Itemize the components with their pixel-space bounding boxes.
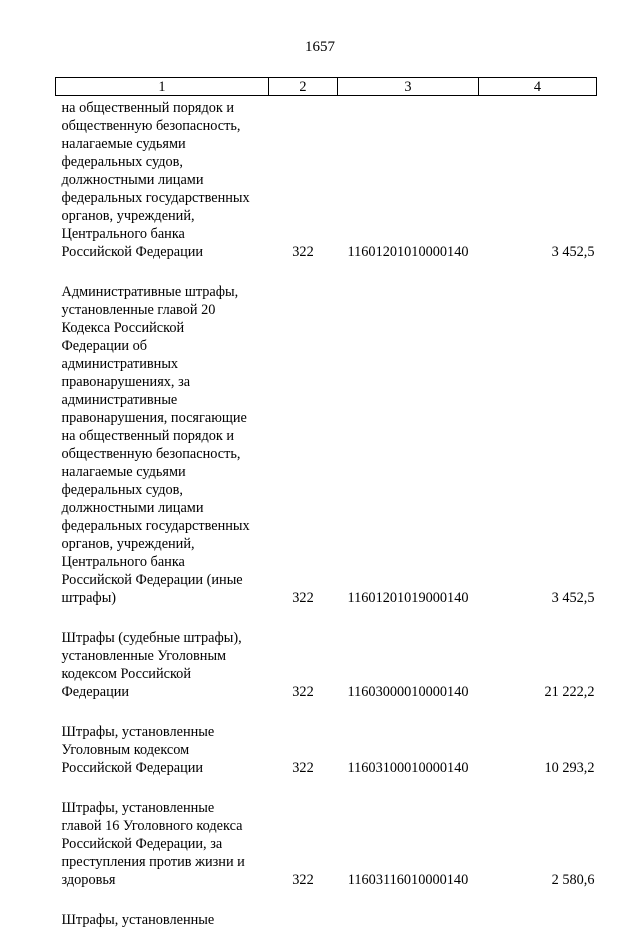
row-spacer	[56, 701, 597, 723]
row-admin-code: 322	[269, 723, 338, 777]
row-description	[56, 96, 269, 262]
description-line: Центрального банка	[62, 225, 267, 243]
description-line: на общественный порядок и	[62, 427, 267, 445]
row-spacer	[56, 607, 597, 629]
description-line: Центрального банка	[62, 553, 267, 571]
table-row	[56, 283, 597, 607]
description-line: правонарушения, посягающие	[62, 409, 267, 427]
budget-table	[55, 77, 597, 929]
row-budget-code: 11601201010000140	[338, 96, 479, 262]
description-line: федеральных судов,	[62, 481, 267, 499]
description-line: общественную безопасность,	[62, 117, 267, 135]
description-line: Штрафы (судебные штрафы),	[62, 629, 267, 647]
row-description	[56, 911, 269, 929]
description-line: Кодекса Российской	[62, 319, 267, 337]
row-spacer	[56, 261, 597, 283]
table-row	[56, 723, 597, 777]
column-header-1: 1	[56, 78, 269, 96]
row-budget-code: 11603100010000140	[338, 723, 479, 777]
description-line: общественную безопасность,	[62, 445, 267, 463]
row-spacer-cell	[56, 261, 597, 283]
column-header-3: 3	[338, 78, 479, 96]
description-line: налагаемые судьями	[62, 463, 267, 481]
description-line: Административные штрафы,	[62, 283, 267, 301]
row-description	[56, 629, 269, 701]
row-admin-code: 322	[269, 629, 338, 701]
description-line: правонарушениях, за	[62, 373, 267, 391]
row-amount: 2 580,6	[479, 799, 597, 889]
description-line: органов, учреждений,	[62, 207, 267, 225]
description-line: должностными лицами	[62, 171, 267, 189]
row-amount: 21 222,2	[479, 629, 597, 701]
row-budget-code: 11603116010000140	[338, 799, 479, 889]
row-description	[56, 799, 269, 889]
description-line: административные	[62, 391, 267, 409]
table-row	[56, 96, 597, 262]
description-line: кодексом Российской	[62, 665, 267, 683]
description-line: Уголовным кодексом	[62, 741, 267, 759]
header-row	[56, 78, 597, 96]
row-spacer-cell	[56, 777, 597, 799]
description-line: здоровья	[62, 871, 267, 889]
row-budget-code: 11601201019000140	[338, 283, 479, 607]
row-spacer	[56, 889, 597, 911]
description-line: преступления против жизни и	[62, 853, 267, 871]
table-row	[56, 911, 597, 929]
page-number: 1657	[0, 38, 640, 56]
row-budget-code	[338, 911, 479, 929]
description-line: налагаемые судьями	[62, 135, 267, 153]
row-description	[56, 723, 269, 777]
row-amount: 10 293,2	[479, 723, 597, 777]
description-line: Российской Федерации	[62, 759, 267, 777]
description-line: федеральных государственных	[62, 517, 267, 535]
row-admin-code: 322	[269, 283, 338, 607]
description-line: Федерации	[62, 683, 267, 701]
description-line: органов, учреждений,	[62, 535, 267, 553]
row-description	[56, 283, 269, 607]
table-body	[56, 96, 597, 929]
description-line: Штрафы, установленные	[62, 723, 267, 741]
row-admin-code: 322	[269, 799, 338, 889]
row-admin-code	[269, 911, 338, 929]
description-line: Штрафы, установленные	[62, 911, 267, 929]
row-budget-code: 11603000010000140	[338, 629, 479, 701]
description-line: Российской Федерации, за	[62, 835, 267, 853]
description-line: Штрафы, установленные	[62, 799, 267, 817]
table-row	[56, 799, 597, 889]
table-row	[56, 629, 597, 701]
row-amount	[479, 911, 597, 929]
description-line: административных	[62, 355, 267, 373]
description-line: федеральных судов,	[62, 153, 267, 171]
row-spacer	[56, 777, 597, 799]
row-amount: 3 452,5	[479, 283, 597, 607]
description-line: Федерации об	[62, 337, 267, 355]
column-header-4: 4	[479, 78, 597, 96]
description-line: установленные главой 20	[62, 301, 267, 319]
description-line: штрафы)	[62, 589, 267, 607]
description-line: федеральных государственных	[62, 189, 267, 207]
row-spacer-cell	[56, 607, 597, 629]
row-amount: 3 452,5	[479, 96, 597, 262]
description-line: Российской Федерации (иные	[62, 571, 267, 589]
row-spacer-cell	[56, 701, 597, 723]
row-admin-code: 322	[269, 96, 338, 262]
row-spacer-cell	[56, 889, 597, 911]
description-line: Российской Федерации	[62, 243, 267, 261]
description-line: должностными лицами	[62, 499, 267, 517]
description-line: установленные Уголовным	[62, 647, 267, 665]
column-header-2: 2	[269, 78, 338, 96]
description-line: главой 16 Уголовного кодекса	[62, 817, 267, 835]
description-line: на общественный порядок и	[62, 99, 267, 117]
